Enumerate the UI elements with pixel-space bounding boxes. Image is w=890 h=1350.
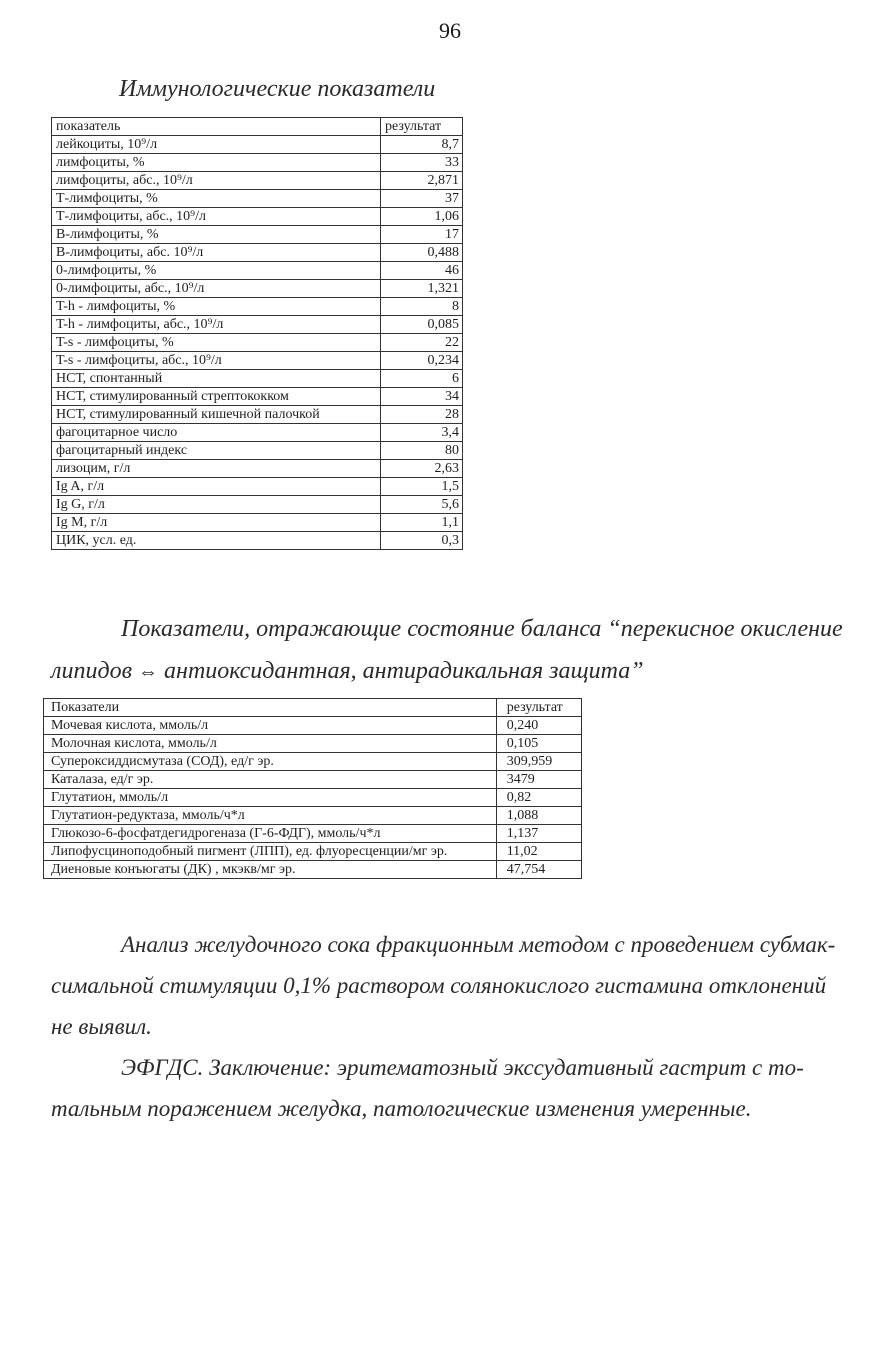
row-indicator-name: лимфоциты, абс., 10⁹/л bbox=[52, 172, 381, 190]
table-row bbox=[44, 717, 582, 735]
row-result-value: 37 bbox=[381, 190, 463, 208]
table-row bbox=[52, 442, 463, 460]
row-result-value: 0,085 bbox=[381, 316, 463, 334]
row-indicator-name: Глюкозо-6-фосфатдегидрогеназа (Г-6-ФДГ), ммоль/ч*л bbox=[44, 825, 497, 843]
table-row bbox=[44, 861, 582, 879]
row-result-value: 0,488 bbox=[381, 244, 463, 262]
row-indicator-name: Т-лимфоциты, абс., 10⁹/л bbox=[52, 208, 381, 226]
row-result-value: 33 bbox=[381, 154, 463, 172]
table-row bbox=[52, 136, 463, 154]
table-row bbox=[52, 424, 463, 442]
table-row bbox=[52, 298, 463, 316]
row-indicator-name: Ig G, г/л bbox=[52, 496, 381, 514]
table-row bbox=[52, 406, 463, 424]
row-indicator-name: лизоцим, г/л bbox=[52, 460, 381, 478]
row-indicator-name: Липофусциноподобный пигмент (ЛПП), ед. флуоресценции/мг эр. bbox=[44, 843, 497, 861]
table-row bbox=[52, 352, 463, 370]
row-result-value: 309,959 bbox=[496, 753, 581, 771]
row-indicator-name: НСТ, стимулированный стрептококком bbox=[52, 388, 381, 406]
row-indicator-name: T-s - лимфоциты, % bbox=[52, 334, 381, 352]
page-number: 96 bbox=[439, 18, 461, 43]
row-indicator-name: ЦИК, усл. ед. bbox=[52, 532, 381, 550]
table-row bbox=[52, 280, 463, 298]
table-row bbox=[52, 388, 463, 406]
table-row bbox=[44, 789, 582, 807]
row-result-value: 0,3 bbox=[381, 532, 463, 550]
table-row bbox=[44, 735, 582, 753]
immunology-title: Иммунологические показатели bbox=[119, 76, 436, 102]
table-row bbox=[44, 771, 582, 789]
egds-line2: тальным поражением желудка, патологические изменения умеренные. bbox=[51, 1096, 752, 1121]
row-result-value: 1,1 bbox=[381, 514, 463, 532]
row-result-value: 2,871 bbox=[381, 172, 463, 190]
table-row bbox=[52, 244, 463, 262]
row-indicator-name: НСТ, спонтанный bbox=[52, 370, 381, 388]
table-row bbox=[52, 370, 463, 388]
row-indicator-name: 0-лимфоциты, абс., 10⁹/л bbox=[52, 280, 381, 298]
table-row bbox=[52, 496, 463, 514]
table-row bbox=[52, 334, 463, 352]
gastric-analysis-line1 bbox=[51, 932, 851, 958]
row-indicator-name: В-лимфоциты, абс. 10⁹/л bbox=[52, 244, 381, 262]
balance-title-line2 bbox=[51, 658, 644, 685]
table-row bbox=[52, 460, 463, 478]
row-result-value: 1,5 bbox=[381, 478, 463, 496]
row-indicator-name: T-h - лимфоциты, абс., 10⁹/л bbox=[52, 316, 381, 334]
row-indicator-name: фагоцитарное число bbox=[52, 424, 381, 442]
column-header-result: результат bbox=[496, 699, 581, 717]
table-header-row bbox=[44, 699, 582, 717]
table-row bbox=[44, 807, 582, 825]
row-indicator-name: Ig M, г/л bbox=[52, 514, 381, 532]
row-result-value: 0,105 bbox=[496, 735, 581, 753]
row-result-value: 47,754 bbox=[496, 861, 581, 879]
row-result-value: 11,02 bbox=[496, 843, 581, 861]
gastric-analysis-line3: не выявил. bbox=[51, 1014, 152, 1039]
table-row bbox=[52, 262, 463, 280]
table-row bbox=[52, 154, 463, 172]
table-row bbox=[44, 753, 582, 771]
row-result-value: 17 bbox=[381, 226, 463, 244]
row-indicator-name: T-s - лимфоциты, абс., 10⁹/л bbox=[52, 352, 381, 370]
table-row bbox=[52, 208, 463, 226]
row-indicator-name: лимфоциты, % bbox=[52, 154, 381, 172]
table-row bbox=[52, 478, 463, 496]
row-indicator-name: Молочная кислота, ммоль/л bbox=[44, 735, 497, 753]
egds-text1: ЭФГДС. Заключение: эритематозный экссудативный гастрит с то- bbox=[121, 1055, 804, 1080]
balance-title-antioxidant: антиоксидантная, антирадикальная защита” bbox=[164, 658, 644, 684]
row-result-value: 1,137 bbox=[496, 825, 581, 843]
row-result-value: 0,240 bbox=[496, 717, 581, 735]
row-indicator-name: T-h - лимфоциты, % bbox=[52, 298, 381, 316]
row-result-value: 34 bbox=[381, 388, 463, 406]
table-row bbox=[52, 172, 463, 190]
gastric-analysis-text1: Анализ желудочного сока фракционным методом с проведением субмак- bbox=[121, 932, 836, 957]
table-row bbox=[52, 514, 463, 532]
row-indicator-name: 0-лимфоциты, % bbox=[52, 262, 381, 280]
gastric-analysis-line2: симальной стимуляции 0,1% раствором солянокислого гистамина отклонений bbox=[51, 973, 827, 998]
row-indicator-name: В-лимфоциты, % bbox=[52, 226, 381, 244]
balance-title-lipids: липидов bbox=[51, 658, 133, 684]
table-header-row bbox=[52, 118, 463, 136]
row-indicator-name: Глутатион-редуктаза, ммоль/ч*л bbox=[44, 807, 497, 825]
row-indicator-name: НСТ, стимулированный кишечной палочкой bbox=[52, 406, 381, 424]
table-row bbox=[52, 532, 463, 550]
row-indicator-name: Глутатион, ммоль/л bbox=[44, 789, 497, 807]
row-result-value: 5,6 bbox=[381, 496, 463, 514]
balance-title-line1: Показатели, отражающие состояние баланса “перекисное окисление bbox=[121, 616, 843, 642]
column-header-indicators: Показатели bbox=[44, 699, 497, 717]
table-row bbox=[52, 190, 463, 208]
column-header-result: результат bbox=[381, 118, 463, 136]
row-result-value: 3479 bbox=[496, 771, 581, 789]
table-row bbox=[44, 825, 582, 843]
row-result-value: 0,234 bbox=[381, 352, 463, 370]
row-indicator-name: Каталаза, ед/г эр. bbox=[44, 771, 497, 789]
table-row bbox=[44, 843, 582, 861]
row-result-value: 6 bbox=[381, 370, 463, 388]
row-result-value: 80 bbox=[381, 442, 463, 460]
double-arrow-icon: ⇔ bbox=[138, 661, 159, 683]
row-result-value: 46 bbox=[381, 262, 463, 280]
row-result-value: 2,63 bbox=[381, 460, 463, 478]
row-indicator-name: фагоцитарный индекс bbox=[52, 442, 381, 460]
immunology-table bbox=[51, 117, 463, 550]
row-result-value: 1,321 bbox=[381, 280, 463, 298]
row-indicator-name: лейкоциты, 10⁹/л bbox=[52, 136, 381, 154]
balance-table bbox=[43, 698, 582, 879]
row-indicator-name: Т-лимфоциты, % bbox=[52, 190, 381, 208]
row-result-value: 22 bbox=[381, 334, 463, 352]
table-row bbox=[52, 226, 463, 244]
row-indicator-name: Мочевая кислота, ммоль/л bbox=[44, 717, 497, 735]
row-result-value: 1,06 bbox=[381, 208, 463, 226]
column-header-indicator: показатель bbox=[52, 118, 381, 136]
row-result-value: 8 bbox=[381, 298, 463, 316]
row-indicator-name: Диеновые конъюгаты (ДК) , мкэкв/мг эр. bbox=[44, 861, 497, 879]
row-result-value: 8,7 bbox=[381, 136, 463, 154]
row-result-value: 28 bbox=[381, 406, 463, 424]
row-result-value: 1,088 bbox=[496, 807, 581, 825]
row-indicator-name: Супероксиддисмутаза (СОД), ед/г эр. bbox=[44, 753, 497, 771]
row-result-value: 3,4 bbox=[381, 424, 463, 442]
row-indicator-name: Ig A, г/л bbox=[52, 478, 381, 496]
table-row bbox=[52, 316, 463, 334]
egds-line1 bbox=[51, 1055, 851, 1081]
row-result-value: 0,82 bbox=[496, 789, 581, 807]
